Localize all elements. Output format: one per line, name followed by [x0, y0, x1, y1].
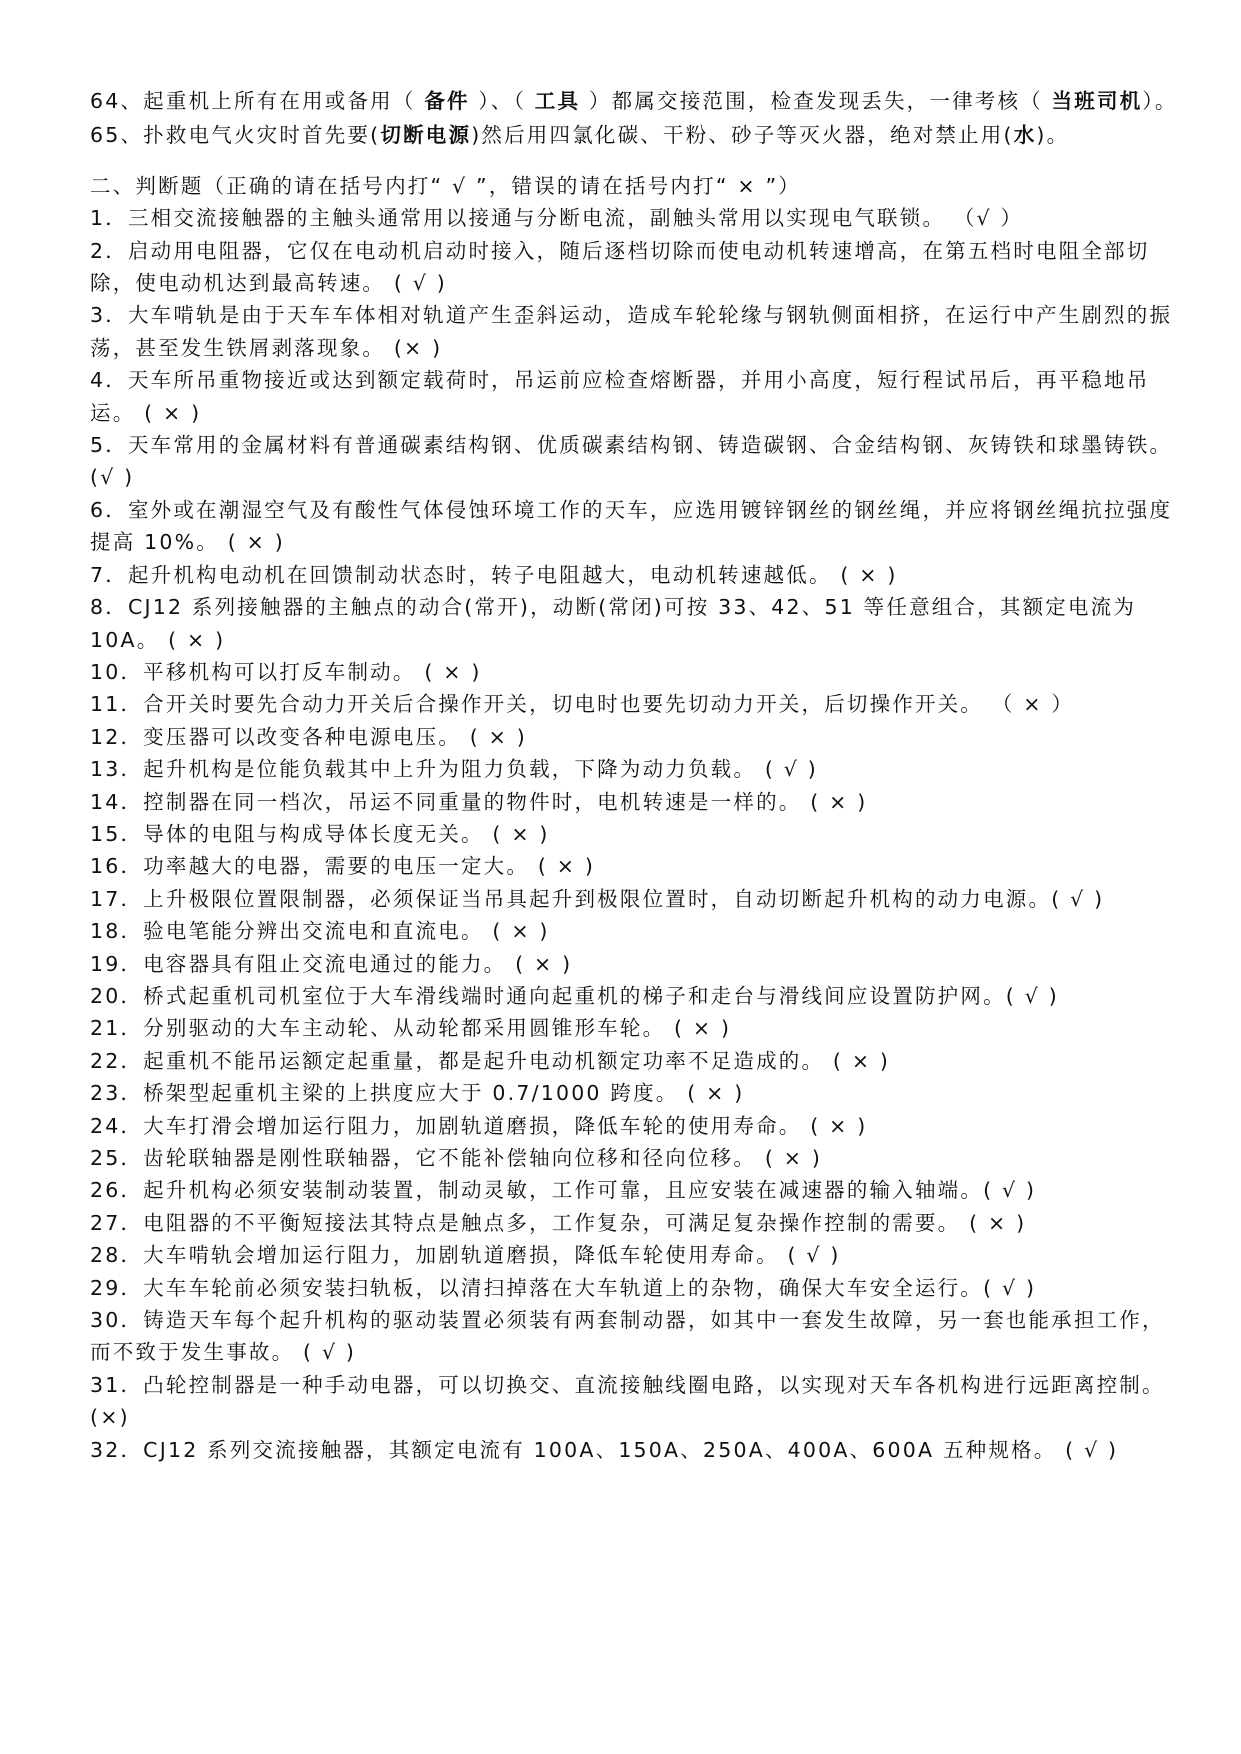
answer-mark: ( × ) — [537, 854, 596, 879]
judgment-item — [90, 202, 1181, 234]
question-text: 65、扑救电气火灾时首先要( — [90, 123, 381, 148]
judgment-item — [90, 883, 1181, 915]
item-text: 17．上升极限位置限制器，必须保证当吊具起升到极限位置时，自动切断起升机构的动力电源。 — [90, 886, 1052, 911]
answer-mark: ( × ) — [764, 1146, 823, 1170]
judgment-item — [90, 1012, 1181, 1044]
answer-mark: ( × ) — [810, 1113, 868, 1138]
answer-mark: ( √ ) — [983, 1275, 1037, 1300]
answer-mark: （√ ） — [953, 206, 1024, 231]
item-text: 31．凸轮控制器是一种手动电器，可以切换交、直流接触线圈电路，以实现对天车各机构进行远距离控制。 — [90, 1372, 1165, 1397]
answer-mark: ( × ) — [469, 724, 527, 749]
answer-text: 当班司机 — [1051, 89, 1143, 113]
item-text: 25．齿轮联轴器是刚性联轴器，它不能补偿轴向位移和径向位移。 — [90, 1146, 765, 1170]
answer-mark: ( √ ) — [983, 1178, 1037, 1203]
answer-text: 水 — [1013, 123, 1037, 148]
answer-mark: (√ ) — [90, 465, 135, 490]
judgment-item — [90, 753, 1181, 785]
item-text: 6．室外或在潮湿空气及有酸性气体侵蚀环境工作的天车，应选用镀锌钢丝的钢丝绳，并应将钢丝绳抗拉强度提高 10%。 — [90, 497, 1173, 555]
item-text: 1．三相交流接触器的主触头通常用以接通与分断电流，副触头常用以实现电气联锁。 — [90, 206, 954, 231]
answer-mark: ( × ) — [424, 659, 482, 684]
item-text: 19．电容器具有阻止交流电通过的能力。 — [90, 951, 516, 976]
item-text: 26．起升机构必须安装制动装置，制动灵敏，工作可靠，且应安装在减速器的输入轴端。 — [90, 1178, 984, 1203]
answer-mark: ( √ ) — [393, 271, 447, 296]
judgment-item — [90, 494, 1181, 559]
item-text: 16．功率越大的电器，需要的电压一定大。 — [90, 854, 538, 879]
answer-mark: (×) — [90, 1405, 130, 1430]
question-text: ）、（ — [469, 89, 535, 113]
question-text: )然后用四氯化碳、干粉、砂子等灭火器，绝对禁止用( — [471, 123, 1014, 148]
judgment-item — [90, 850, 1181, 882]
judgment-item — [90, 1110, 1181, 1142]
answer-mark: ( √ ) — [1005, 983, 1059, 1008]
judgment-item — [90, 1077, 1181, 1109]
judgment-item — [90, 915, 1181, 947]
answer-mark: （ × ） — [991, 692, 1075, 717]
judgment-item — [90, 980, 1181, 1012]
item-text: 21．分别驱动的大车主动轮、从动轮都采用圆锥形车轮。 — [90, 1016, 675, 1041]
item-text: 20．桥式起重机司机室位于大车滑线端时通向起重机的梯子和走台与滑线间应设置防护网。 — [90, 983, 1006, 1008]
item-text: 30．铸造天车每个起升机构的驱动装置必须装有两套制动器，如其中一套发生故障，另一套也能承担工作，而不致于发生事故。 — [90, 1308, 1165, 1365]
judgment-list — [90, 202, 1181, 1466]
item-text: 18．验电笔能分辨出交流电和直流电。 — [90, 919, 493, 944]
judgment-item — [90, 1142, 1181, 1174]
answer-mark: ( × ) — [492, 821, 550, 846]
answer-mark: ( × ) — [674, 1016, 732, 1041]
fill-blank-question — [90, 119, 1181, 151]
answer-mark: (× ) — [393, 335, 443, 360]
judgment-item — [90, 656, 1181, 688]
answer-mark: ( √ ) — [1051, 886, 1105, 911]
answer-mark: ( × ) — [168, 627, 226, 652]
item-text: 27．电阻器的不平衡短接法其特点是触点多，工作复杂，可满足复杂操作控制的需要。 — [90, 1210, 970, 1235]
answer-mark: ( × ) — [227, 530, 285, 555]
item-text: 28．大车啃轨会增加运行阻力，加剧轨道磨损，降低车轮使用寿命。 — [90, 1243, 788, 1268]
judgment-item — [90, 299, 1181, 364]
answer-text: 备件 — [424, 89, 470, 113]
item-text: 10．平移机构可以打反车制动。 — [90, 659, 425, 684]
judgment-item — [90, 786, 1181, 818]
item-text: 29．大车车轮前必须安装扫轨板，以清扫掉落在大车轨道上的杂物，确保大车安全运行。 — [90, 1275, 984, 1300]
question-text: ）都属交接范围，检查发现丢失，一律考核（ — [580, 89, 1052, 113]
item-text: 3．大车啃轨是由于天车车体相对轨道产生歪斜运动，造成车轮轮缘与钢轨侧面相挤，在运行中产生剧烈的振荡，甚至发生铁屑剥落现象。 — [90, 303, 1173, 360]
item-text: 12．变压器可以改变各种电源电压。 — [90, 724, 470, 749]
item-text: 14．控制器在同一档次，吊运不同重量的物件时，电机转速是一样的。 — [90, 789, 811, 814]
item-text: 15．导体的电阻与构成导体长度无关。 — [90, 821, 493, 846]
answer-mark: ( × ) — [144, 400, 202, 425]
item-text: 5．天车常用的金属材料有普通碳素结构钢、优质碳素结构钢、铸造碳钢、合金结构钢、灰铸铁和球墨铸铁。 — [90, 433, 1173, 458]
item-text: 24．大车打滑会增加运行阻力，加剧轨道磨损，降低车轮的使用寿命。 — [90, 1113, 811, 1138]
item-text: 11．合开关时要先合动力开关后合操作开关，切电时也要先切动力开关，后切操作开关。 — [90, 692, 992, 717]
answer-mark: ( × ) — [492, 919, 550, 944]
answer-mark: ( × ) — [832, 1048, 891, 1073]
answer-text: 切断电源 — [380, 123, 472, 148]
judgment-item — [90, 688, 1181, 720]
judgment-item — [90, 591, 1181, 656]
answer-text: 工具 — [534, 89, 581, 113]
item-text: 22．起重机不能吊运额定起重量，都是起升电动机额定功率不足造成的。 — [90, 1048, 833, 1073]
item-text: 2．启动用电阻器，它仅在电动机启动时接入，随后逐档切除而使电动机转速增高，在第五档时电阻全部切除，使电动机达到最高转速。 — [90, 238, 1150, 296]
judgment-item — [90, 1272, 1181, 1304]
answer-mark: ( × ) — [810, 789, 868, 814]
answer-mark: ( × ) — [840, 562, 898, 587]
item-text: 13．起升机构是位能负载其中上升为阻力负载，下降为动力负载。 — [90, 757, 765, 782]
item-text: 7．起升机构电动机在回馈制动状态时，转子电阻越大，电动机转速越低。 — [90, 562, 841, 587]
item-text: 23．桥架型起重机主梁的上拱度应大于 0.7/1000 跨度。 — [90, 1081, 688, 1106]
section-title: 二、判断题（正确的请在括号内打“ √ ”，错误的请在括号内打“ × ”） — [90, 173, 801, 198]
answer-mark: ( × ) — [687, 1081, 745, 1106]
fill-blank-question — [90, 85, 1181, 117]
judgment-item — [90, 559, 1181, 591]
judgment-item — [90, 235, 1181, 300]
judgment-item — [90, 429, 1181, 494]
item-text: 4．天车所吊重物接近或达到额定载荷时，吊运前应检查熔断器，并用小高度，短行程试吊后，再平稳地吊运。 — [90, 368, 1150, 425]
question-text: )。 — [1036, 123, 1070, 148]
question-text: 64、起重机上所有在用或备用（ — [90, 89, 425, 113]
judgment-item — [90, 1434, 1181, 1466]
judgment-item — [90, 364, 1181, 429]
judgment-item — [90, 721, 1181, 753]
judgment-item — [90, 1207, 1181, 1239]
judgment-item — [90, 1304, 1181, 1369]
item-text: 8．CJ12 系列接触器的主触点的动合(常开)，动断(常闭)可按 33、42、51 等任意组合，其额定电流为 10A。 — [90, 595, 1137, 652]
question-text: ）。 — [1142, 89, 1178, 113]
item-text: 32．CJ12 系列交流接触器，其额定电流有 100A、150A、250A、400A、600A 五种规格。 — [90, 1437, 1066, 1462]
answer-mark: ( √ ) — [1065, 1437, 1119, 1462]
answer-mark: ( × ) — [969, 1210, 1027, 1235]
answer-mark: ( √ ) — [764, 757, 818, 782]
answer-mark: ( × ) — [515, 951, 573, 976]
judgment-item — [90, 948, 1181, 980]
judgment-item — [90, 1174, 1181, 1206]
judgment-item — [90, 818, 1181, 850]
judgment-item — [90, 1369, 1181, 1434]
fill-blank-section — [90, 85, 1181, 152]
judgment-item — [90, 1239, 1181, 1271]
answer-mark: ( √ ) — [303, 1340, 357, 1365]
judgment-item — [90, 1045, 1181, 1077]
answer-mark: ( √ ) — [787, 1243, 841, 1268]
